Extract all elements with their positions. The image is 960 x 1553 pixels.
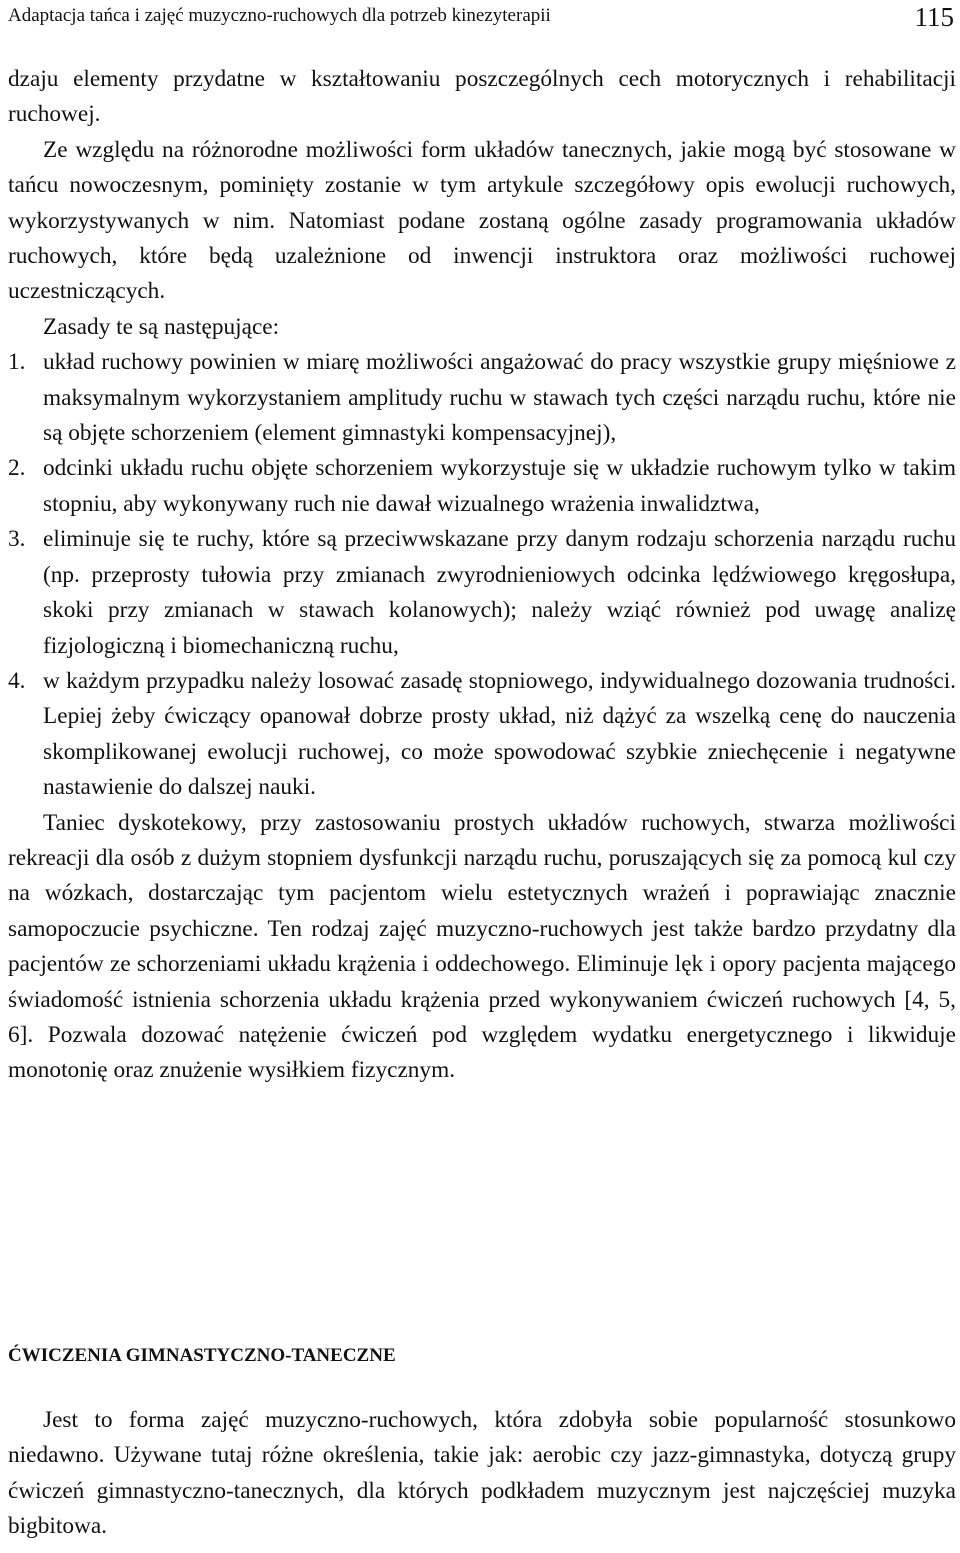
page-header [8, 0, 954, 38]
list-item [8, 345, 956, 451]
list-item [8, 522, 956, 664]
paragraph: Taniec dyskotekowy, przy zastosowaniu prostych układów ruchowych, stwarza możliwości rekreacji dla osób z dużym stopniem dysfunkcji narządu ruchu, poruszających się za pomocą kul czy na wózkach, dostarczając tym pacjentom wielu estetycznych wrażeń i poprawiając znacznie samopoczucie psychiczne. Ten rodzaj zajęć muzyczno-ruchowych jest także bardzo przydatny dla pacjentów ze schorzeniami układu krążenia i oddechowego. Eliminuje lęk i opory pacjenta mającego świadomość istnienia schorzenia układu krążenia przed wykonywaniem ćwiczeń ruchowych [4, 5, 6]. Pozwala dozować natężenie ćwiczeń pod względem wydatku energetycznego i likwiduje monotonię oraz znużenie wysiłkiem fizycznym. [8, 809, 956, 1084]
paragraph: Ze względu na różnorodne możliwości form układów tanecznych, jakie mogą być stosowane w tańcu nowoczesnym, pominięty zostanie w tym artykule szczegółowy opis ewolucji ruchowych, wykorzystywanych w nim. Natomiast podane zostaną ogólne zasady programowania układów ruchowych, które będą uzależnione od inwencji instruktora oraz możliwości ruchowej uczestniczących. [8, 136, 956, 305]
list-item [8, 664, 956, 806]
body-text [8, 62, 956, 1089]
running-title: Adaptacja tańca i zajęć muzyczno-ruchowych dla potrzeb kinezyterapii [8, 5, 551, 26]
list-item-number: 3. [8, 526, 26, 553]
paragraph-list-intro: Zasady te są następujące: [43, 313, 280, 340]
list-item-text: układ ruchowy powinien w miarę możliwości angażować do pracy wszystkie grupy mięśniowe z maksymalnym wykorzystaniem amplitudy ruchu w stawach tych części narządu ruchu, które nie są objęte schorzeniem (element gimnastyki kompensacyjnej), [43, 349, 956, 447]
rules-list [8, 345, 956, 805]
paragraph: Jest to forma zajęć muzyczno-ruchowych, która zdobyła sobie popularność stosunkowo niedawno. Używane tutaj różne określenia, takie jak: aerobic czy jazz-gimnastyka, dotyczą grupy ćwiczeń gimnastyczno-tanecznych, dla których podkładem muzycznym jest najczęściej muzyka bigbitowa. [8, 1407, 956, 1540]
section-heading: ĆWICZENIA GIMNASTYCZNO-TANECZNE [8, 1345, 396, 1366]
list-item [8, 451, 956, 522]
list-item-text: w każdym przypadku należy losować zasadę stopniowego, indywidualnego dozowania trudności. Lepiej żeby ćwiczący opanował dobrze prosty układ, niż dążyć za wszelką cenę do nauczenia skomplikowanej ewolucji ruchowej, co może spowodować szybkie zniechęcenie i negatywne nastawienie do dalszej nauki. [43, 667, 956, 801]
list-item-number: 4. [8, 667, 26, 694]
paragraph-continuation: dzaju elementy przydatne w kształtowaniu poszczególnych cech motorycznych i rehabilitacji ruchowej. [8, 66, 956, 128]
list-item-number: 2. [8, 455, 26, 482]
list-item-text: odcinki układu ruchu objęte schorzeniem wykorzystuje się w układzie ruchowym tylko w takim stopniu, aby wykonywany ruch nie dawał wizualnego wrażenia inwalidztwa, [43, 455, 956, 517]
section-body-text [8, 1403, 956, 1545]
page-number: 115 [914, 2, 954, 32]
list-item-text: eliminuje się te ruchy, które są przeciwwskazane przy danym rodzaju schorzenia narządu ruchu (np. przeprosty tułowia przy zmianach zwyrodnieniowych odcinka lędźwiowego kręgosłupa, skoki przy zmianach w stawach kolanowych); należy wziąć również pod uwagę analizę fizjologiczną i biomechaniczną ruchu, [43, 526, 956, 659]
list-item-number: 1. [8, 349, 26, 376]
